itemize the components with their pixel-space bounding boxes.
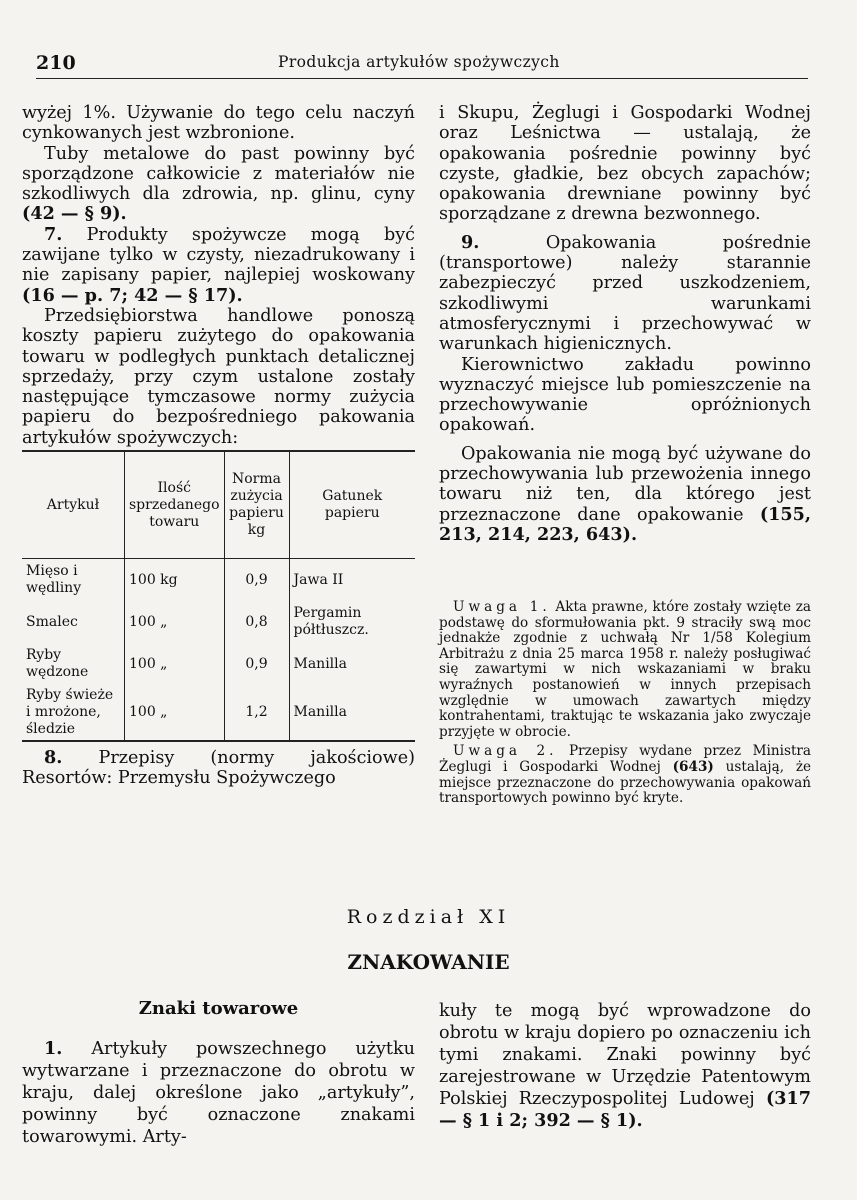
- page-header: [36, 52, 808, 79]
- left-column: [22, 103, 415, 789]
- note-2: [439, 744, 811, 806]
- right-paragraph-2-text: Opakowania pośrednie (transportowe) należy starannie zabezpieczyć przed uszkodzeniem, szkodliwymi warunkami atmosferycznymi i przechowywać w warunkach higienicznych.: [439, 232, 812, 355]
- table-row: [22, 559, 415, 602]
- cell-paper-grade: Manilla: [289, 685, 415, 741]
- item-number-7: 7.: [44, 223, 63, 245]
- cell-quantity: 100 „: [125, 601, 225, 643]
- paper-norms-table: [22, 450, 415, 742]
- left-paragraph-1: wyżej 1%. Używanie do tego celu naczyń cynkowanych jest wzbronione.: [22, 103, 415, 144]
- note-2-text-b: ustalają, że miejsce przeznaczone do przechowywania opakowań transportowych powinno być kryte.: [439, 758, 812, 807]
- cell-norm: 0,9: [224, 559, 289, 602]
- note-2-label: Uwaga 2.: [453, 743, 558, 760]
- right-paragraph-4: [439, 444, 811, 545]
- left-paragraph-2-ref: (42 — § 9).: [22, 203, 127, 225]
- item-number-9: 9.: [461, 231, 480, 253]
- right-paragraph-3: Kierownictwo zakładu powinno wyznaczyć miejsce lub pomieszczenie na przechowywanie opróżnionych opakowań.: [439, 354, 811, 436]
- page-number: 210: [36, 52, 76, 74]
- col-header-quantity: Ilość sprzedanego towaru: [125, 451, 225, 559]
- left-paragraph-5: [22, 748, 415, 789]
- item-number-8: 8.: [44, 747, 63, 769]
- table-row: [22, 601, 415, 643]
- left-paragraph-3-ref: (16 — p. 7; 42 — § 17).: [22, 284, 243, 306]
- bottom-left-paragraph: [22, 1038, 415, 1148]
- col-header-paper-grade: Gatunek papieru: [289, 451, 415, 559]
- footnotes: [439, 600, 811, 811]
- bottom-right-paragraph: [439, 1000, 811, 1132]
- item-number-1: 1.: [44, 1038, 63, 1059]
- col-header-norm: Norma zużycia papieru kg: [224, 451, 289, 559]
- left-paragraph-4: Przedsiębiorstwa handlowe ponoszą koszty papieru zużytego do opakowania towaru w podległych punktach detalicznej sprzedaży, przy czym ustalone zostały następujące tymczasowe normy zużycia papieru do bezpośredniego pakowania artykułów spożywczych:: [22, 305, 415, 448]
- chapter-title: ZNAKOWANIE: [347, 950, 510, 974]
- running-title: Produkcja artykułów spożywczych: [278, 53, 560, 71]
- chapter-label: Rozdział XI: [346, 906, 511, 928]
- bottom-right-column: [439, 1000, 811, 1132]
- cell-article: Mięso i wędliny: [26, 563, 82, 597]
- bottom-right-text: kuły te mogą być wprowadzone do obrotu w kraju dopiero po oznaczeniu ich tymi znakami. Znaki powinny być zarejestrowane w Urzędzie Patentowym Polskiej Rzeczypospolitej Ludowej: [439, 1001, 811, 1109]
- cell-paper-grade: Manilla: [289, 643, 415, 685]
- right-paragraph-2: [439, 233, 811, 355]
- left-paragraph-2: [22, 144, 415, 225]
- note-1: [439, 600, 811, 740]
- cell-quantity: 100 „: [125, 643, 225, 685]
- table-header-row: [22, 451, 415, 559]
- cell-norm: 1,2: [224, 685, 289, 741]
- section-heading: Znaki towarowe: [138, 998, 299, 1019]
- note-1-text: Akta prawne, które zostały wzięte za podstawę do sformułowania pkt. 9 straciły swą moc jednakże zgodnie z uchwałą Nr 1/58 Kolegium Arbitrażu z dnia 25 marca 1958 r. należy posługiwać się zawartymi w nich wskazaniami w braku wyraźnych postanowień w innych przepisach względnie w umowach zawartych między kontrahentami, traktując te wskazania jako zwyczaje przyjęte w obrocie.: [439, 599, 812, 740]
- cell-article: Ryby wędzone: [26, 647, 89, 681]
- left-paragraph-3: [22, 225, 415, 306]
- bottom-left-text: Artykuły powszechnego użytku wytwarzane i przeznaczone do obrotu w kraju, dalej określone jako „artykuły”, powinny być oznaczone znakami towarowymi. Arty-: [22, 1039, 415, 1147]
- right-paragraph-4-text: Opakowania nie mogą być używane do przechowywania lub przewożenia innego towaru niż ten, dla którego jest przeznaczone dane opakowanie: [439, 443, 811, 525]
- cell-paper-grade: Pergamin półtłuszcz.: [289, 601, 415, 643]
- cell-norm: 0,9: [224, 643, 289, 685]
- cell-norm: 0,8: [224, 601, 289, 643]
- left-paragraph-2-text: Tuby metalowe do past powinny być sporządzone całkowicie z materiałów nie szkodliwych dla zdrowia, np. glinu, cyny: [22, 143, 415, 205]
- col-header-article: Artykuł: [46, 496, 100, 513]
- cell-paper-grade: Jawa II: [289, 559, 415, 602]
- note-2-text-a: Przepisy wydane przez Ministra Żeglugi i Gospodarki Wodnej: [439, 743, 812, 775]
- cell-article: Ryby świeże i mrożone, śledzie: [26, 687, 114, 738]
- right-paragraph-1: i Skupu, Żeglugi i Gospodarki Wodnej oraz Leśnictwa — ustalają, że opakowania pośrednie powinny być czyste, gładkie, bez obcych zapachów; opakowania drewniane powinny być sporządzane z drewna bezwonnego.: [439, 103, 811, 225]
- bottom-right-ref: (317 — § 1 i 2; 392 — § 1).: [439, 1088, 811, 1131]
- cell-article: Smalec: [26, 613, 78, 630]
- right-paragraph-4-ref: (155, 213, 214, 223, 643).: [439, 503, 811, 545]
- left-paragraph-3-text: Produkty spożywcze mogą być zawijane tylko w czysty, niezadrukowany i nie zapisany papier, najlepiej woskowany: [22, 224, 415, 286]
- left-paragraph-5-text: Przepisy (normy jakościowe) Resortów: Przemysłu Spożywczego: [22, 748, 415, 789]
- note-2-ref: (643): [672, 758, 714, 775]
- cell-quantity: 100 kg: [125, 559, 225, 602]
- note-1-label: Uwaga 1.: [453, 599, 551, 615]
- table-row: [22, 643, 415, 685]
- bottom-left-column: [22, 1038, 415, 1148]
- right-column: [439, 103, 811, 545]
- cell-quantity: 100 „: [125, 685, 225, 741]
- table-row: [22, 685, 415, 741]
